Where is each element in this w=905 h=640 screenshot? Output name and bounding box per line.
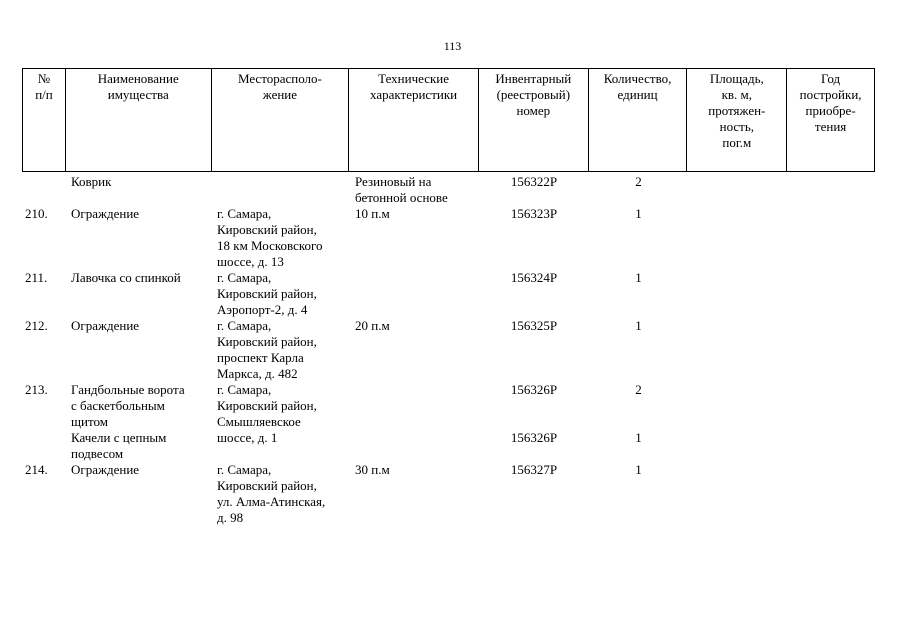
- cell-location-line: Кировский район,: [217, 398, 317, 413]
- table-header: [22, 68, 875, 172]
- cell-tech: [349, 462, 479, 526]
- header-text: Год: [821, 71, 841, 86]
- cell-quantity: 1: [635, 270, 642, 285]
- cell-number: [22, 174, 65, 206]
- cell-name: [65, 430, 211, 462]
- cell-location-line: д. 98: [217, 510, 244, 525]
- cell-name: [65, 318, 211, 382]
- cell-inventory: 156322Р: [510, 174, 558, 189]
- cell-tech: [349, 430, 479, 462]
- header-text: (реестровый): [496, 87, 571, 102]
- cell-location-line: Кировский район,: [217, 286, 317, 301]
- cell-location-line: шоссе, д. 1: [217, 430, 278, 445]
- cell-location-line: Кировский район,: [217, 222, 317, 237]
- cell-inventory: 156326Р: [510, 430, 558, 445]
- header-text: единиц: [617, 87, 658, 102]
- table-row: [22, 462, 875, 526]
- cell-year: [788, 318, 875, 382]
- header-text: п/п: [35, 87, 53, 102]
- cell-inventory: 156323Р: [510, 206, 558, 221]
- cell-number: 210.: [25, 206, 48, 221]
- header-text: Инвентарный: [495, 71, 572, 86]
- cell-year: [788, 430, 875, 462]
- cell-tech: [349, 270, 479, 318]
- page-number: 113: [443, 39, 462, 53]
- cell-name-line: подвесом: [71, 446, 124, 461]
- cell-number: 212.: [25, 318, 48, 333]
- cell-location-line: г. Самара,: [217, 270, 272, 285]
- header-col-quantity: [589, 69, 688, 171]
- cell-tech: [349, 382, 479, 430]
- cell-location: [211, 318, 349, 382]
- cell-inventory: 156325Р: [510, 318, 558, 333]
- cell-tech: [349, 174, 479, 206]
- cell-name-line: щитом: [71, 414, 108, 429]
- header-text: постройки,: [799, 87, 862, 102]
- table-row: [22, 206, 875, 270]
- cell-location: [211, 270, 349, 318]
- cell-quantity: 2: [635, 382, 642, 397]
- header-text: Технические: [378, 71, 450, 86]
- table-row: [22, 430, 875, 462]
- cell-name: [65, 382, 211, 430]
- cell-name-line: Коврик: [71, 174, 112, 189]
- header-text: приобре-: [805, 103, 856, 118]
- cell-location-line: г. Самара,: [217, 318, 272, 333]
- cell-location-line: шоссе, д. 13: [217, 254, 284, 269]
- cell-location-line: г. Самара,: [217, 462, 272, 477]
- cell-location-line: проспект Карла: [217, 350, 304, 365]
- cell-year: [788, 206, 875, 270]
- header-text: протяжен-: [708, 103, 766, 118]
- cell-location-line: 18 км Московского: [217, 238, 323, 253]
- header-text: Площадь,: [709, 71, 764, 86]
- cell-area: [688, 430, 788, 462]
- cell-number: 214.: [25, 462, 48, 477]
- table-row: [22, 270, 875, 318]
- table-row: [22, 382, 875, 430]
- cell-number: 211.: [25, 270, 48, 285]
- cell-area: [688, 174, 788, 206]
- cell-name-line: Ограждение: [71, 318, 140, 333]
- cell-year: [788, 382, 875, 430]
- header-text: Месторасполо-: [237, 71, 322, 86]
- cell-tech-line: 20 п.м: [355, 318, 390, 333]
- header-col-area: [687, 69, 787, 171]
- cell-name-line: Гандбольные ворота: [71, 382, 185, 397]
- cell-area: [688, 270, 788, 318]
- cell-location-line: Маркса, д. 482: [217, 366, 298, 381]
- cell-name: [65, 270, 211, 318]
- table-row: [22, 174, 875, 206]
- cell-location: [211, 206, 349, 270]
- cell-area: [688, 382, 788, 430]
- cell-name-line: Ограждение: [71, 462, 140, 477]
- header-col-tech: [349, 69, 479, 171]
- cell-location-line: Кировский район,: [217, 478, 317, 493]
- header-text: характеристики: [370, 87, 458, 102]
- cell-location: [211, 462, 349, 526]
- cell-number: 213.: [25, 382, 48, 397]
- cell-inventory: 156324Р: [510, 270, 558, 285]
- cell-location-line: г. Самара,: [217, 382, 272, 397]
- header-text: Наименование: [97, 71, 179, 86]
- cell-quantity: 1: [635, 318, 642, 333]
- cell-name: [65, 206, 211, 270]
- header-text: имущества: [107, 87, 169, 102]
- header-text: номер: [516, 103, 551, 118]
- cell-year: [788, 174, 875, 206]
- cell-year: [788, 270, 875, 318]
- header-text: №: [37, 71, 51, 86]
- cell-tech-line: бетонной основе: [355, 190, 448, 205]
- cell-area: [688, 462, 788, 526]
- cell-name-line: Лавочка со спинкой: [71, 270, 181, 285]
- cell-quantity: 1: [635, 430, 642, 445]
- cell-area: [688, 206, 788, 270]
- cell-name-line: с баскетбольным: [71, 398, 165, 413]
- cell-area: [688, 318, 788, 382]
- cell-name: [65, 174, 211, 206]
- cell-inventory: 156327Р: [510, 462, 558, 477]
- header-text: тения: [814, 119, 847, 134]
- header-text: пог.м: [722, 135, 752, 150]
- cell-name-line: Ограждение: [71, 206, 140, 221]
- header-col-name: [66, 69, 212, 171]
- table-row: [22, 318, 875, 382]
- header-col-year: [787, 69, 874, 171]
- cell-name: [65, 462, 211, 526]
- header-col-location: [212, 69, 350, 171]
- header-text: кв. м,: [721, 87, 753, 102]
- cell-quantity: 2: [635, 174, 642, 189]
- cell-location-line: Кировский район,: [217, 334, 317, 349]
- cell-location-line: Смышляевское: [217, 414, 301, 429]
- header-col-inventory: [479, 69, 589, 171]
- cell-year: [788, 462, 875, 526]
- cell-inventory: 156326Р: [510, 382, 558, 397]
- cell-quantity: 1: [635, 206, 642, 221]
- header-text: жение: [262, 87, 298, 102]
- cell-tech: [349, 206, 479, 270]
- header-text: Количество,: [603, 71, 672, 86]
- cell-number: [22, 430, 65, 462]
- cell-tech-line: Резиновый на: [355, 174, 432, 189]
- cell-location: [211, 174, 349, 206]
- cell-location-line: Аэропорт-2, д. 4: [217, 302, 308, 317]
- cell-location-line: г. Самара,: [217, 206, 272, 221]
- cell-name-line: Качели с цепным: [71, 430, 167, 445]
- cell-tech-line: 30 п.м: [355, 462, 390, 477]
- cell-location: [211, 382, 349, 430]
- table-body: [22, 174, 875, 526]
- cell-quantity: 1: [635, 462, 642, 477]
- cell-tech-line: 10 п.м: [355, 206, 390, 221]
- header-text: ность,: [719, 119, 755, 134]
- cell-location: [211, 430, 349, 462]
- header-col-number: [23, 69, 66, 171]
- cell-location-line: ул. Алма-Атинская,: [217, 494, 326, 509]
- cell-tech: [349, 318, 479, 382]
